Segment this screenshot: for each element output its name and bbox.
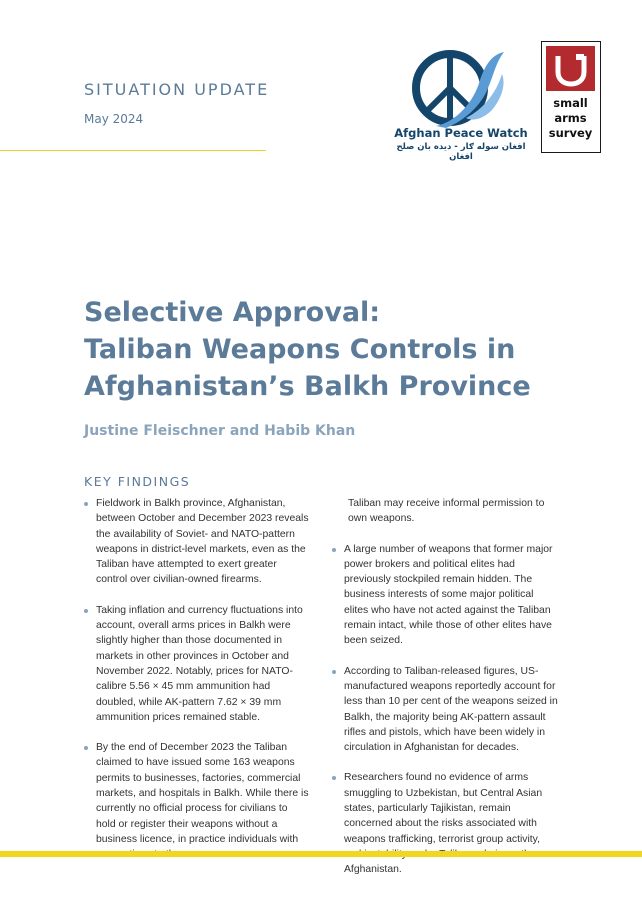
title-line-3: Afghanistan’s Balkh Province [84, 371, 531, 402]
footer-bar [0, 851, 642, 857]
bullet-icon [84, 746, 88, 750]
finding-item: Researchers found no evidence of arms smuggling to Uzbekistan, but Central Asian states, particularly Tajikistan, remain concerned about the risks associated with weapons trafficking, terrorist group activity, Afghanistan. [332, 770, 558, 877]
sas-wordmark: small arms survey [548, 96, 593, 140]
sas-red-block [546, 46, 595, 91]
key-findings-heading: KEY FINDINGS [84, 474, 191, 489]
findings-column-right [332, 496, 558, 893]
finding-item: By the end of December 2023 the Taliban claimed to have issued some 163 weapons permits to businesses, factories, commercial markets, and hospitals in Balkh. While there is currently no official process for civilians to hold or register their weapons without a business licence, in practice individuals with [84, 740, 310, 862]
sas-mark-icon [546, 46, 595, 91]
finding-item: Taking inflation and currency fluctuations into account, overall arms prices in Balkh were slightly higher than those documented in markets in other provinces in October and November 2022. Notably, prices for NATO-calibre 5.56 × 45 mm ammunition had doubled, while AK-pattern 7.62 × 39 mm ammunition prices remained stable. [84, 603, 310, 725]
finding-item: According to Taliban-released figures, US-manufactured weapons reportedly account for less than 10 per cent of the weapons seized in Balkh, the majority being AK-pattern assault rifles and pistols, which have been widely in circulation in Afghanistan for decades. [332, 664, 558, 756]
small-arms-survey-logo [541, 41, 601, 153]
authors: Justine Fleischner and Habib Khan [84, 423, 356, 439]
bullet-icon [332, 670, 336, 674]
section-label: SITUATION UPDATE [84, 80, 270, 99]
title-line-1: Selective Approval: [84, 297, 381, 328]
document-title [84, 294, 564, 405]
title-line-2: Taliban Weapons Controls in [84, 334, 516, 365]
finding-item: A large number of weapons that former major power brokers and political elites had previously stockpiled remain hidden. The business interests of some major political elites who have not acted against the Taliban remain intact, while those of other elites have been seized. [332, 542, 558, 649]
bullet-icon [332, 776, 336, 780]
apw-subtitle: افغان سوله ګار - دیده بان صلح افغان [396, 142, 526, 162]
bullet-icon [84, 502, 88, 506]
apw-name: Afghan Peace Watch [394, 126, 528, 140]
header-divider [0, 150, 266, 151]
findings-column-left [84, 496, 310, 878]
bullet-icon [84, 609, 88, 613]
finding-item: Fieldwork in Balkh province, Afghanistan, between October and December 2023 reveals the availability of Soviet- and NATO-pattern weapons in district-level markets, even as the Taliban have attempted to exert greater control over civilian-owned firearms. [84, 496, 310, 588]
finding-continuation: Taliban may receive informal permission to own weapons. [348, 498, 545, 525]
bullet-icon [332, 548, 336, 552]
publication-date: May 2024 [84, 112, 144, 126]
